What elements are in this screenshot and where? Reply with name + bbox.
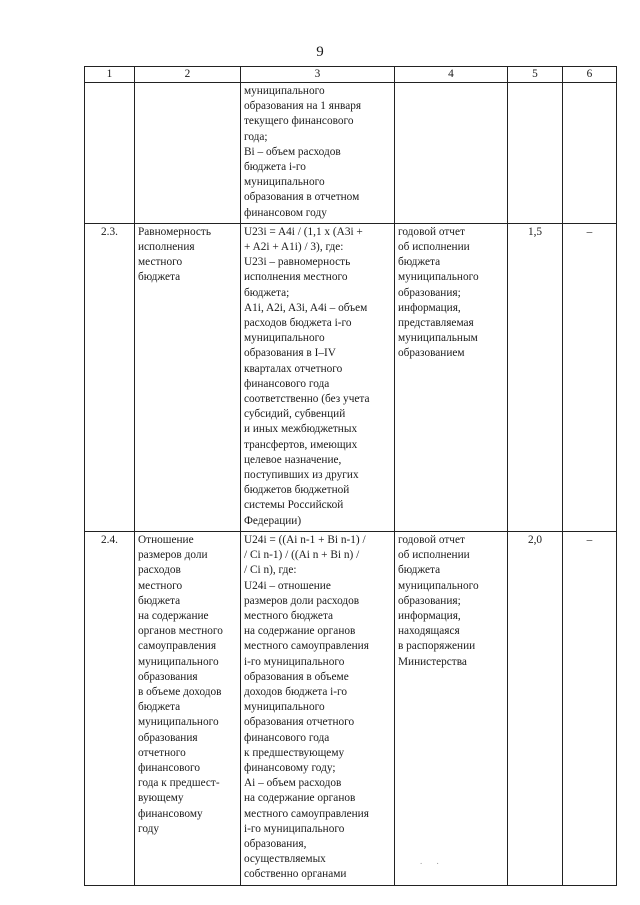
formula-line: доходов бюджета i-го	[244, 685, 348, 698]
formula-line: и иных межбюджетных	[244, 423, 358, 436]
extra-cell	[563, 223, 617, 531]
criterion-name-line: расходов	[138, 564, 181, 577]
criterion-name-line: финансового	[138, 761, 201, 774]
header-col-5: 5	[508, 67, 563, 83]
row-number-cell	[85, 531, 135, 885]
criterion-name-line: году	[138, 822, 160, 835]
criterion-name-line: бюджета	[138, 594, 181, 607]
data-source-line: находящаяся	[398, 625, 460, 638]
criterion-name-line: Равномерность	[138, 225, 211, 238]
criterion-name-line: в объеме доходов	[138, 685, 222, 698]
criterion-name-line: на содержание	[138, 609, 209, 622]
formula-line: собственно органами	[244, 868, 347, 881]
header-col-2: 2	[135, 67, 241, 83]
table-row	[85, 83, 617, 224]
formula-cell	[241, 531, 395, 885]
data-source-line: информация,	[398, 609, 461, 622]
formula-line: образования на 1 января	[244, 100, 362, 113]
data-source-line: образования;	[398, 594, 461, 607]
table-row	[85, 223, 617, 531]
header-col-1: 1	[85, 67, 135, 83]
formula-line: исполнения местного	[244, 271, 348, 284]
data-source-line: Министерства	[398, 655, 467, 668]
formula-line: к предшествующему	[244, 746, 345, 759]
formula-line: / Ci n), где:	[244, 564, 297, 577]
criterion-name-line: муниципального	[138, 655, 219, 668]
formula-line: финансового года	[244, 731, 330, 744]
formula-line: + A2i + A1i) / 3), где:	[244, 241, 344, 254]
formula-line: финансовому году;	[244, 761, 336, 774]
criterion-name-line: года к предшест-	[138, 777, 220, 790]
formula-line: системы Российской	[244, 499, 344, 512]
criterion-name-line: отчетного	[138, 746, 186, 759]
data-source-line: образования;	[398, 286, 461, 299]
header-col-4: 4	[395, 67, 508, 83]
weight-value: 1,5	[527, 225, 543, 238]
formula-line: U23i = A4i / (1,1 x (A3i +	[244, 225, 363, 238]
data-source-line: в распоряжении	[398, 640, 476, 653]
formula-line: трансфертов, имеющих	[244, 438, 358, 451]
table-row	[85, 531, 617, 885]
header-col-6: 6	[563, 67, 617, 83]
formula-line: Bi – объем расходов	[244, 145, 341, 158]
weight-cell	[508, 223, 563, 531]
data-source-line: муниципального	[398, 579, 479, 592]
formula-line: на содержание органов	[244, 792, 356, 805]
formula-line: размеров доли расходов	[244, 594, 360, 607]
formula-line: целевое назначение,	[244, 453, 342, 466]
row-number-cell	[85, 83, 135, 224]
formula-line: года;	[244, 130, 268, 143]
criteria-table	[84, 66, 617, 886]
formula-line: / Ci n-1) / ((Ai n + Bi n) /	[244, 549, 360, 562]
criterion-name-line: бюджета	[138, 701, 181, 714]
criterion-name-cell	[135, 223, 241, 531]
row-number: 2.4.	[101, 533, 118, 546]
formula-line: кварталах отчетного	[244, 362, 343, 375]
formula-line: местного самоуправления	[244, 640, 369, 653]
formula-line: расходов бюджета i-го	[244, 317, 352, 330]
criterion-name-line: самоуправления	[138, 640, 217, 653]
data-source-line: информация,	[398, 301, 461, 314]
criterion-name-line: местного	[138, 256, 183, 269]
formula-line: муниципального	[244, 176, 325, 189]
criterion-name-cell	[135, 531, 241, 885]
formula-line: финансового года	[244, 377, 330, 390]
extra-cell	[563, 531, 617, 885]
data-source-line: муниципального	[398, 271, 479, 284]
data-source-line: образованием	[398, 347, 465, 360]
data-source-line: об исполнении	[398, 241, 470, 254]
formula-line: образования в отчетном	[244, 191, 360, 204]
data-source-line: годовой отчет	[398, 533, 465, 546]
formula-line: текущего финансового	[244, 115, 354, 128]
weight-cell	[508, 83, 563, 224]
scan-artifact: . .	[420, 856, 445, 866]
formula-line: бюджета;	[244, 286, 290, 299]
header-col-3: 3	[241, 67, 395, 83]
criterion-name-line: местного	[138, 579, 183, 592]
formula-line: поступивших из других	[244, 469, 359, 482]
formula-line: субсидий, субвенций	[244, 408, 346, 421]
formula-line: Федерации)	[244, 514, 302, 527]
weight-cell	[508, 531, 563, 885]
row-number: 2.3.	[101, 225, 118, 238]
formula-line: Ai – объем расходов	[244, 777, 342, 790]
formula-line: местного самоуправления	[244, 807, 369, 820]
formula-line: U24i = ((Ai n-1 + Bi n-1) /	[244, 533, 366, 546]
criterion-name-line: образования	[138, 670, 198, 683]
data-source-line: бюджета	[398, 256, 441, 269]
extra-value: –	[586, 225, 593, 238]
formula-line: образования в I–IV	[244, 347, 336, 360]
formula-line: i-го муниципального	[244, 655, 345, 668]
formula-line: осуществляемых	[244, 853, 326, 866]
data-source-line: об исполнении	[398, 549, 470, 562]
formula-cell	[241, 83, 395, 224]
criterion-name-line: Отношение	[138, 533, 194, 546]
criterion-name-line: исполнения	[138, 241, 195, 254]
weight-value: 2,0	[527, 533, 543, 546]
formula-line: U24i – отношение	[244, 579, 331, 592]
formula-cell	[241, 223, 395, 531]
formula-line: образования,	[244, 837, 307, 850]
formula-line: финансовом году	[244, 206, 327, 219]
formula-line: бюджетов бюджетной	[244, 484, 350, 497]
formula-line: A1i, A2i, A3i, A4i – объем	[244, 301, 368, 314]
page-number: 9	[316, 44, 324, 60]
formula-line: i-го муниципального	[244, 822, 345, 835]
data-source-cell	[395, 83, 508, 224]
formula-line: соответственно (без учета	[244, 393, 370, 406]
table-header-row	[85, 67, 617, 83]
criterion-name-line: финансовому	[138, 807, 203, 820]
data-source-line: представляемая	[398, 317, 474, 330]
formula-line: на содержание органов	[244, 625, 356, 638]
criterion-name-line: органов местного	[138, 625, 223, 638]
data-source-cell	[395, 531, 508, 885]
extra-value: –	[586, 533, 593, 546]
criterion-name-cell	[135, 83, 241, 224]
criterion-name-line: муниципального	[138, 716, 219, 729]
formula-line: муниципального	[244, 85, 325, 97]
criterion-name-line: бюджета	[138, 271, 181, 284]
formula-line: образования отчетного	[244, 716, 355, 729]
formula-line: бюджета i-го	[244, 161, 306, 174]
formula-line: U23i – равномерность	[244, 256, 351, 269]
criterion-name-line: образования	[138, 731, 198, 744]
criterion-name-line: размеров доли	[138, 549, 208, 562]
criterion-name-line: вующему	[138, 792, 184, 805]
extra-cell	[563, 83, 617, 224]
data-source-line: муниципальным	[398, 332, 478, 345]
formula-line: образования в объеме	[244, 670, 349, 683]
data-source-line: бюджета	[398, 564, 441, 577]
data-source-line: годовой отчет	[398, 225, 465, 238]
formula-line: муниципального	[244, 332, 325, 345]
formula-line: муниципального	[244, 701, 325, 714]
row-number-cell	[85, 223, 135, 531]
formula-line: местного бюджета	[244, 609, 334, 622]
data-source-cell	[395, 223, 508, 531]
